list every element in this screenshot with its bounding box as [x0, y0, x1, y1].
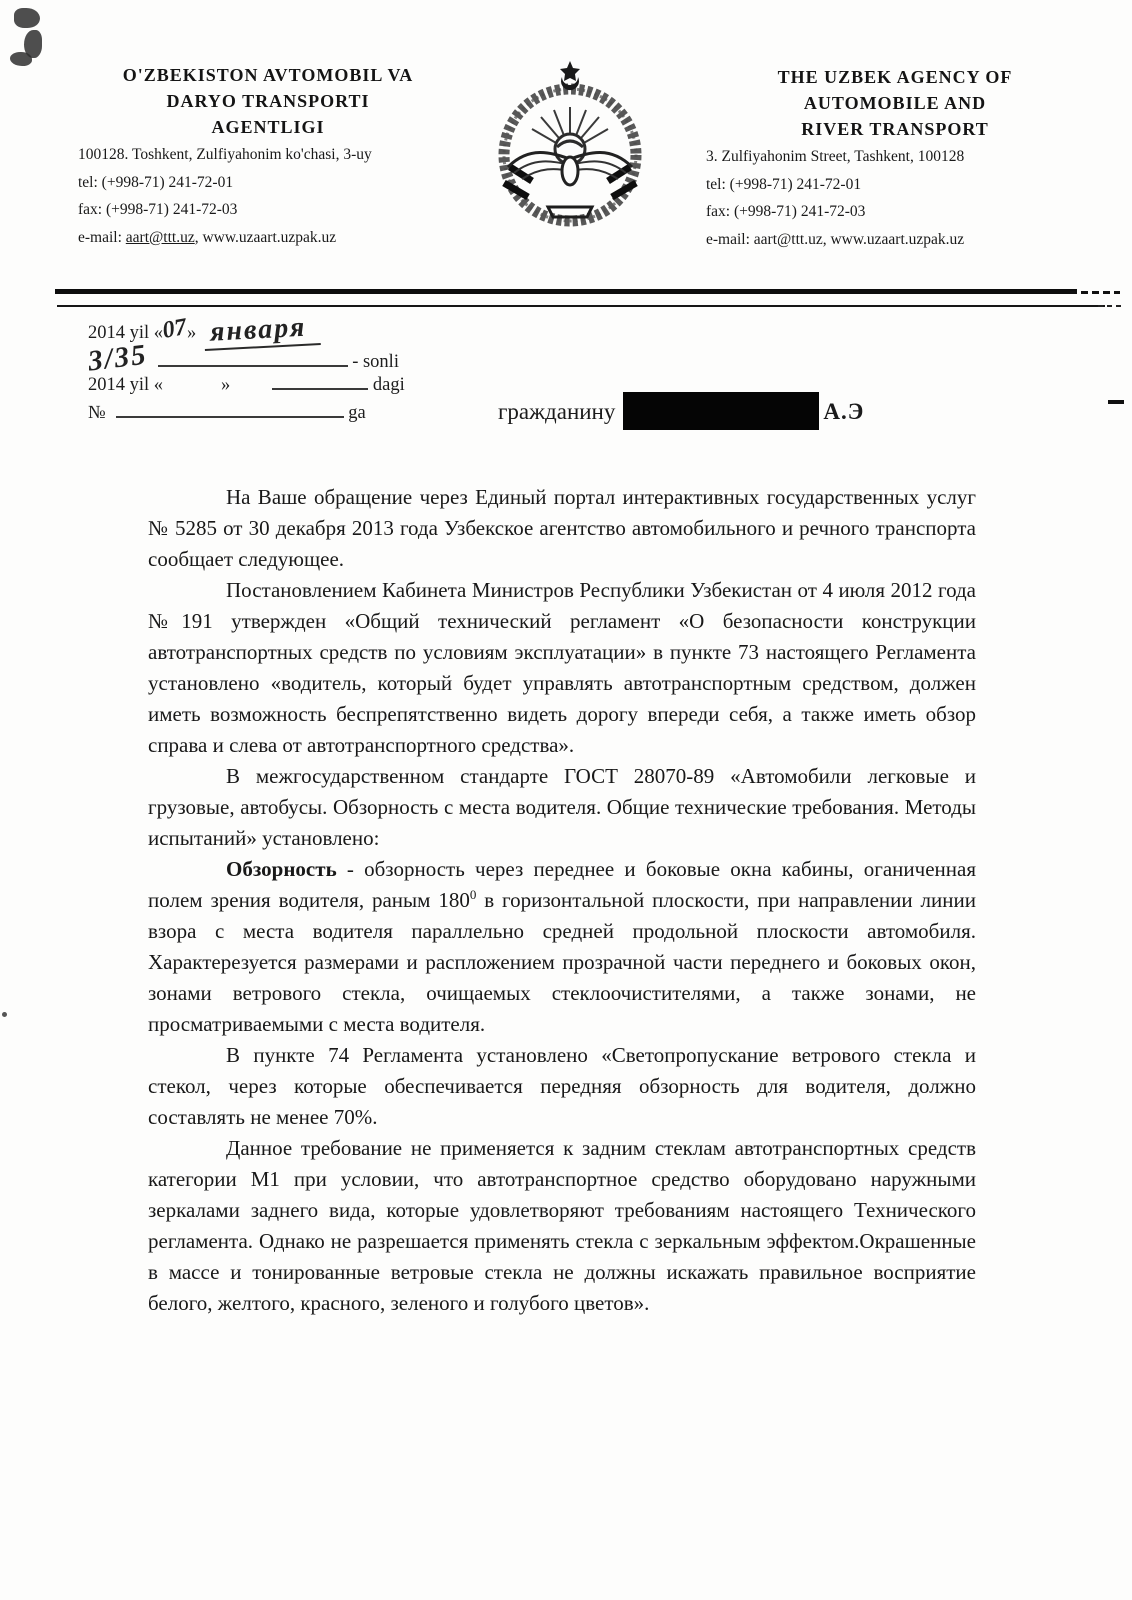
incoming-date-prefix: 2014 yil « [88, 375, 164, 395]
no-sign: № [88, 403, 106, 423]
fax-uz: fax: (+998-71) 241-72-03 [78, 201, 238, 218]
blank-line [272, 370, 368, 390]
blank-line [158, 347, 348, 367]
incoming-date-quote: » [221, 375, 231, 395]
paragraph-gost-standard: В межгосударственном стандарте ГОСТ 28070-89 «Автомобили легковые и грузовые, автобусы. Обзорность с места водителя. Общие технические требования. Методы испытаний» установлено: [148, 764, 976, 850]
paragraph-regulation-73: Постановлением Кабинета Министров Республики Узбекистан от 4 июля 2012 года №191 утвержден «Общий технический регламент «О безопасности конструкции автотранспортных средств по условиям эксплуатации» в пункте 73 настоящего Регламента установлено «водитель, который будет управлять автотранспортным средством, должен иметь возможность беспрепятственно видеть дорогу впереди себя, а также иметь обзор справа и слева от автотранспортного средства». [148, 578, 976, 757]
agency-name-en-line2: AUTOMOBILE AND [803, 93, 987, 113]
paragraph-visibility-definition [148, 854, 976, 1040]
agency-name-en-line1: THE UZBEK AGENCY OF [777, 67, 1013, 87]
separator-rule-bottom [57, 305, 1105, 307]
degree-superscript: 0 [469, 887, 477, 902]
scan-ink-blob [10, 52, 32, 66]
ref-incoming-date-row [88, 370, 508, 398]
email-line-uz [78, 226, 458, 251]
ref-no-row [88, 398, 508, 426]
address-en: 3. Zulfiyahonim Street, Tashkent, 100128 [706, 148, 965, 165]
ref-date-quote: » [187, 323, 197, 343]
sonli-label: - sonli [352, 352, 399, 372]
separator-rule-top-tail [1070, 291, 1120, 294]
ref-date-row [88, 311, 508, 348]
tel-uz: tel: (+998-71) 241-72-01 [78, 173, 234, 191]
website: , www.uzaart.uzpak.uz [194, 228, 337, 246]
visibility-term: Обзорность [226, 857, 337, 881]
fax-en: fax: (+998-71) 241-72-03 [706, 203, 866, 220]
letter-body [148, 482, 976, 1319]
address-uz: 100128. Toshkent, Zulfiyahonim ko'chasi, 3-uy [78, 146, 372, 163]
agency-name-uz-line3: AGENTLIGI [211, 117, 325, 137]
letterhead-right [700, 64, 1090, 252]
scan-ink-blob [14, 8, 40, 28]
addressee-label: гражданину [498, 399, 616, 424]
blank-line [116, 398, 344, 418]
ref-number-row [86, 338, 508, 378]
redaction-box [623, 392, 819, 430]
uzbekistan-state-emblem-icon [480, 55, 660, 240]
tel-en: tel: (+998-71) 241-72-01 [706, 175, 862, 193]
separator-rule-bottom-tail [1098, 305, 1124, 307]
addressee-initials: А.Э [823, 399, 865, 424]
letterhead-left [78, 62, 458, 250]
handwritten-day: 07 [160, 314, 189, 344]
agency-name-en-line3: RIVER TRANSPORT [801, 119, 989, 139]
scan-edge-mark [1108, 400, 1124, 404]
email-address: aart@ttt.uz [125, 228, 195, 246]
handwritten-month: января [203, 311, 321, 351]
handwritten-doc-number: 3/35 [86, 338, 150, 378]
ga-label: ga [348, 403, 366, 423]
addressee-line [498, 392, 864, 430]
email-prefix: e-mail: [78, 228, 126, 246]
separator-rule-top [55, 289, 1077, 294]
agency-name-uz-line2: DARYO TRANSPORTI [166, 91, 370, 111]
paragraph-regulation-74: В пункте 74 Регламента установлено «Светопропускание ветрового стекла и стекол, через которые обеспечивается передняя обзорность для водителя, должно составлять не менее 70%. [148, 1043, 976, 1129]
dagi-label: dagi [372, 375, 405, 395]
ref-date-prefix: 2014 yil « [88, 323, 164, 343]
email-line-en: e-mail: aart@ttt.uz, www.uzaart.uzpak.uz [706, 230, 965, 248]
reference-block [86, 311, 508, 426]
paragraph-appeal: На Ваше обращение через Единый портал интерактивных государственных услуг № 5285 от 30 декабря 2013 года Узбекское агентство автомобильного и речного транспорта сообщает следующее. [148, 485, 976, 571]
scan-margin-dot [2, 1012, 7, 1017]
agency-name-uz-line1: O'ZBEKISTON AVTOMOBIL VA [122, 65, 414, 85]
visibility-text-2: в горизонтальной плоскости, при направлении линии взора с места водителя параллельно средней продольной плоскости автомобиля. Характерезуется размерами и распложением прозрачной части переднего и боковых окон, зонами ветрового стекла, очищаемых стеклоочистителями, а также зонами, не просматриваемыми с места водителя. [148, 888, 976, 1036]
visibility-text-1: - обзорность через переднее и боковые окна кабины, оганиченная полем зрения водителя, раным 180 [148, 857, 976, 912]
paragraph-exception-m1: Данное требование не применяется к задним стеклам автотранспортных средств категории М1 при условии, что автотранспортное средство оборудовано наружными зеркалами заднего вида, которые удовлетворяют требованиям настоящего Технического регламента. Однако не разрешается применять стекла с зеркальным эффектом.Окрашенные в массе и тонированные ветровые стекла не должны искажать правильное восприятие белого, желтого, красного, зеленого и голубого цветов». [148, 1136, 976, 1315]
